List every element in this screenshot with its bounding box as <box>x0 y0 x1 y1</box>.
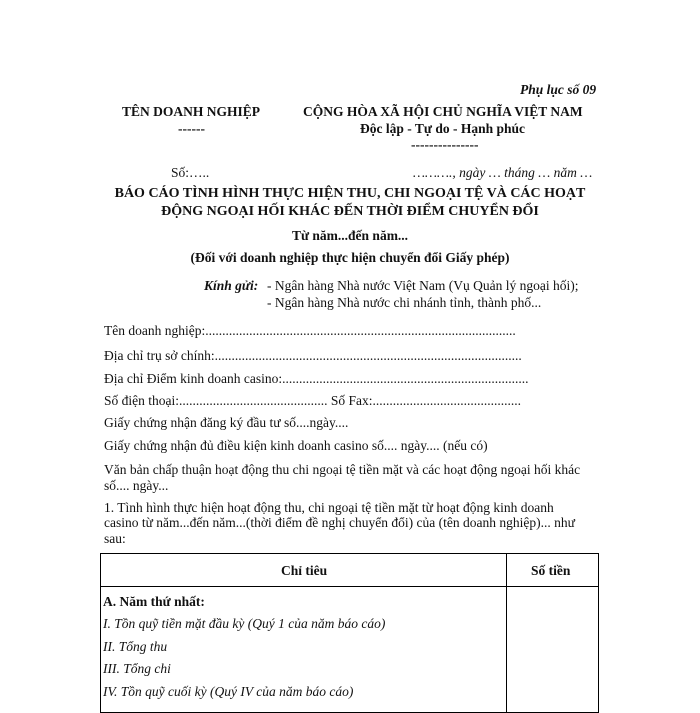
recipient-line-2: - Ngân hàng Nhà nước chi nhánh tỉnh, thành phố... <box>267 295 542 310</box>
report-table <box>100 553 599 713</box>
recipient-label: Kính gửi: <box>204 278 259 293</box>
national-heading: CỘNG HÒA XÃ HỘI CHỦ NGHĨA VIỆT NAM <box>303 104 583 119</box>
report-title-line-1: BÁO CÁO TÌNH HÌNH THỰC HIỆN THU, CHI NGOẠI TỆ VÀ CÁC HOẠT <box>114 186 586 201</box>
section-1-text-line-1: 1. Tình hình thực hiện hoạt động thu, chi ngoại tệ tiền mặt từ hoạt động kinh doanh <box>104 500 554 515</box>
national-motto: Độc lập - Tự do - Hạnh phúc <box>360 121 526 136</box>
motto-divider: --------------- <box>411 137 479 152</box>
report-period: Từ năm...đến năm... <box>291 228 409 243</box>
table-row: I. Tồn quỹ tiền mặt đầu kỳ (Quý 1 của năm báo cáo) <box>103 616 386 631</box>
table-row: IV. Tồn quỹ cuối kỳ (Quý IV của năm báo cáo) <box>103 684 354 699</box>
approval-document-field-line-2: số.... ngày... <box>104 478 169 493</box>
casino-certificate-field: Giấy chứng nhận đủ điều kiện kinh doanh casino số.... ngày.... (nếu có) <box>104 438 488 453</box>
company-name-heading: TÊN DOANH NGHIỆP <box>122 104 261 119</box>
phone-fax-field: Số điện thoại:............................................ Số Fax:............................................ <box>104 393 522 408</box>
section-1-text-line-3: sau: <box>104 531 126 546</box>
company-divider: ------ <box>178 121 205 136</box>
report-title-line-2: ĐỘNG NGOẠI HỐI KHÁC ĐẾN THỜI ĐIỂM CHUYỂN ĐỔI <box>161 204 539 219</box>
table-column-divider <box>506 554 507 712</box>
table-row: III. Tổng chi <box>103 661 171 676</box>
report-scope: (Đối với doanh nghiệp thực hiện chuyển đổi Giấy phép) <box>190 250 510 265</box>
document-number: Số:….. <box>171 165 210 180</box>
section-1-text-line-2: casino từ năm...đến năm...(thời điểm đề nghị chuyển đổi) của (tên doanh nghiệp)... như <box>104 515 575 530</box>
casino-address-field: Địa chỉ Điểm kinh doanh casino:......................................................................... <box>104 371 529 386</box>
head-office-address-field: Địa chỉ trụ sở chính:........................................................................................... <box>104 348 522 363</box>
recipient-line-1: - Ngân hàng Nhà nước Việt Nam (Vụ Quản lý ngoại hối); <box>267 278 579 293</box>
appendix-label: Phụ lục số 09 <box>520 82 597 97</box>
table-header-divider <box>101 586 598 587</box>
table-row: II. Tổng thu <box>103 639 168 654</box>
approval-document-field-line-1: Văn bản chấp thuận hoạt động thu chi ngoại tệ tiền mặt và các hoạt động ngoại hối khác <box>104 462 581 477</box>
table-header-criteria: Chỉ tiêu <box>281 563 328 578</box>
table-row-year-label: A. Năm thứ nhất: <box>103 594 205 609</box>
investment-certificate-field: Giấy chứng nhận đăng ký đầu tư số....ngày.... <box>104 415 349 430</box>
table-header-amount: Số tiền <box>531 563 571 578</box>
company-name-field: Tên doanh nghiệp:............................................................................................ <box>104 323 516 338</box>
date-line: ………., ngày … tháng … năm … <box>413 165 593 180</box>
